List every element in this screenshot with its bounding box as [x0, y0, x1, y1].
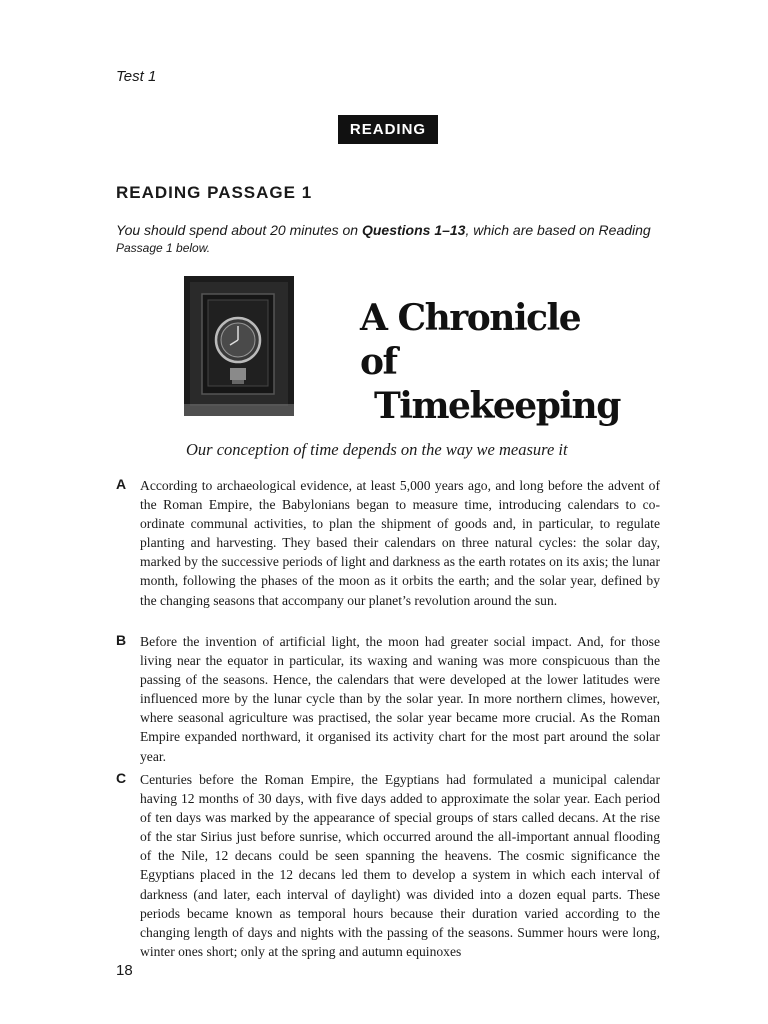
passage-subtitle: Our conception of time depends on the way we measure it — [186, 440, 568, 459]
paragraph-letter: C — [116, 770, 127, 786]
instructions-questions: Questions 1–13 — [361, 222, 466, 238]
passage-heading: READING PASSAGE 1 — [116, 183, 313, 202]
passage-title — [360, 296, 620, 428]
instructions-text: You should spend about 20 minutes on — [116, 222, 362, 238]
passage-title-line-1: A Chronicle of — [360, 297, 581, 383]
paragraph-text: Before the invention of artificial light, the moon had greater social impact. And, for those living near the equator in particular, its waxing and waning was more conspicuous than the passing of the seasons. Hence, the calendars that were developed at the lower latitudes were influenced more by the lunar cycle than by the solar year. In more northern climes, however, where seasonal agriculture was practised, the solar year became more crucial. As the Roman Empire expanded northward, it organised its activity chart for the most part around the solar year. — [140, 634, 660, 764]
paragraph-letter: B — [116, 632, 127, 648]
paragraph-letter: A — [116, 476, 127, 492]
passage-title-line-2: Timekeeping — [374, 385, 620, 427]
instructions — [116, 222, 676, 257]
instructions-line-2: Passage 1 below. — [116, 241, 211, 255]
test-label: Test 1 — [116, 68, 157, 85]
clock-photo — [184, 276, 294, 416]
paragraph-text: Centuries before the Roman Empire, the Egyptians had formulated a municipal calendar having 12 months of 30 days, with five days added to approximate the solar year. Each period of ten days was marked by the appearance of special groups of stars called decans. At the rise of the star Sirius just before sunrise, which occurred around the all-important annual flooding of the Nile, 12 decans could be seen spanning the heavens. The cosmic significance the Egyptians placed in the 12 decans led them to develop a system in which each interval of darkness (and later, each interval of daylight) was divided into a dozen equal parts. These periods became known as temporal hours because their duration varied according to the changing length of days and nights with the passing of the seasons. Summer hours were long, winter ones short; only at the spring and autumn equinoxes — [140, 772, 660, 959]
page-number: 18 — [116, 962, 133, 979]
paragraph-text: According to archaeological evidence, at least 5,000 years ago, and long before the advent of the Roman Empire, the Babylonians began to measure time, introducing calendars to co-ordinate communal activities, to plan the shipment of goods and, in particular, to regulate planting and harvesting. They based their calendars on three natural cycles: the solar day, marked by the successive periods of light and darkness as the earth rotates on its axis; the lunar month, following the phases of the moon as it orbits the earth; and the solar year, defined by the changing seasons that accompany our planet’s revolution around the sun. — [140, 478, 660, 608]
section-badge: READING — [338, 115, 438, 144]
instructions-text-2: , which are based on Reading — [465, 222, 651, 238]
